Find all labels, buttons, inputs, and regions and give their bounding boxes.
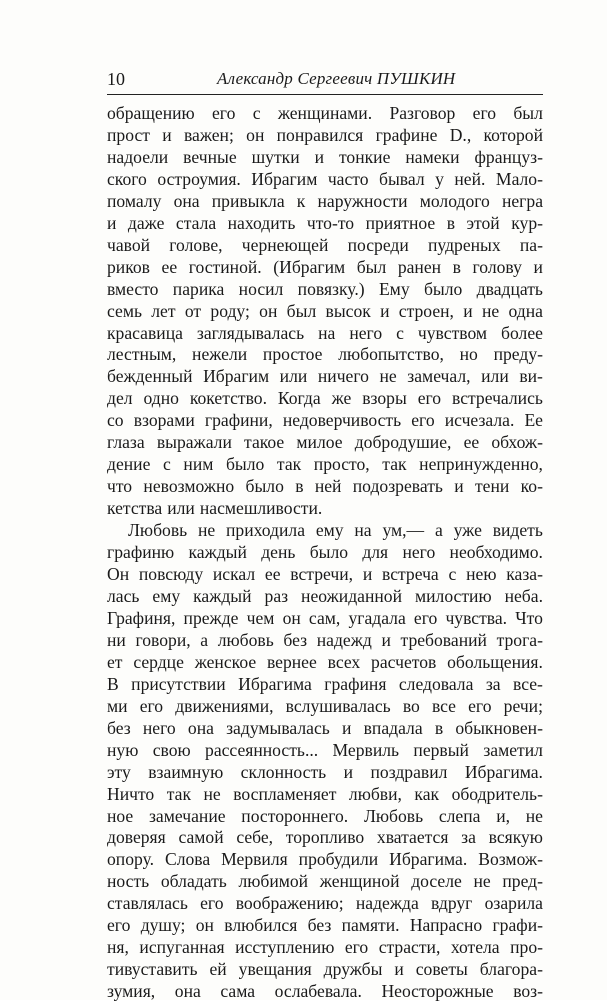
text-line: В присутствии Ибрагима графиня следовала за все-	[107, 673, 543, 694]
text-line: вместо парика носил повязку.) Ему было двадцать	[107, 278, 543, 299]
text-line: красавица заглядывалась на него с чувством более	[107, 322, 543, 343]
text-line: и даже стала находить что-то приятное в этой кур-	[107, 212, 543, 233]
text-line: ное замечание постороннего. Любовь слепа и, не	[107, 805, 543, 826]
text-line: ет сердце женское вернее всех расчетов обольщения.	[107, 651, 543, 672]
text-line: помалу она привыкла к наружности молодого негра	[107, 190, 543, 211]
text-line: лась ему каждый раз неожиданной милостию неба.	[107, 585, 543, 606]
body-text	[107, 103, 543, 1003]
text-line: надоели вечные шутки и тонкие намеки француз-	[107, 146, 543, 167]
text-line: ня, испуганная исступлению его страсти, хотела про-	[107, 937, 543, 958]
text-line: эту взаимную склонность и поздравил Ибрагима.	[107, 761, 543, 782]
text-line: ставлялась его воображению; надежда вдруг озарила	[107, 893, 543, 914]
text-line: риков ее гостиной. (Ибрагим был ранен в голову и	[107, 256, 543, 277]
running-title: Александр Сергеевич ПУШКИН	[217, 69, 456, 88]
text-line: Любовь не приходила ему на ум,— а уже видеть	[128, 520, 543, 541]
text-line: ность обладать любимой женщиной доселе не пред-	[107, 871, 543, 892]
text-line: ского остроумия. Ибрагим часто бывал у ней. Мало-	[107, 168, 543, 189]
page-number: 10	[107, 69, 125, 89]
text-line: его душу; он влюбился без памяти. Напрасно графи-	[107, 915, 543, 936]
running-head	[107, 66, 543, 95]
text-line: доверяя самой себе, торопливо хватается за всякую	[107, 827, 543, 848]
text-line: Он повсюду искал ее встречи, и встреча с нею каза-	[107, 564, 543, 585]
text-line: дение с ним было так просто, так непринужденно,	[107, 454, 543, 475]
text-line: прост и важен; он понравился графине D., которой	[107, 124, 543, 145]
text-line: без него она задумывалась и впадала в обыкновен-	[107, 717, 543, 738]
text-line: лестным, нежели простое любопытство, но преду-	[107, 344, 543, 365]
text-line: кетства или насмешливости.	[107, 498, 323, 519]
text-line: ми его движениями, вслушивалась во все его речи;	[107, 695, 543, 716]
text-line: со взорами графини, недоверчивость его исчезала. Ее	[107, 410, 543, 431]
text-line: обращению его с женщинами. Разговор его был	[107, 103, 543, 123]
text-line: семь лет от роду; он был высок и строен, и не одна	[107, 300, 543, 321]
text-line: ную свою рассеянность... Мервиль первый заметил	[107, 739, 543, 760]
text-line: чавой голове, чернеющей посреди пудреных па-	[107, 234, 543, 255]
text-line: ни говори, а любовь без надежд и требований трога-	[107, 629, 543, 650]
text-line: графиню каждый день было для него необходимо.	[107, 542, 543, 563]
text-line: бежденный Ибрагим или ничего не замечал, или ви-	[107, 366, 543, 387]
text-line: Ничто так не воспламеняет любви, как ободритель-	[107, 783, 543, 804]
text-line: глаза выражали такое милое добродушие, ее обхож-	[107, 432, 543, 453]
text-line: зумия, она сама ослабевала. Неосторожные воз-	[107, 981, 543, 1002]
text-line: опору. Слова Мервиля пробудили Ибрагима. Возмож-	[107, 849, 543, 870]
text-line: дел одно кокетство. Когда же взоры его встречались	[107, 388, 543, 409]
text-line: тивуставить ей увещания дружбы и советы благора-	[107, 959, 543, 980]
text-line: что невозможно было в ней подозревать и тени ко-	[107, 476, 543, 497]
text-line: Графиня, прежде чем он сам, угадала его чувства. Что	[107, 607, 543, 628]
